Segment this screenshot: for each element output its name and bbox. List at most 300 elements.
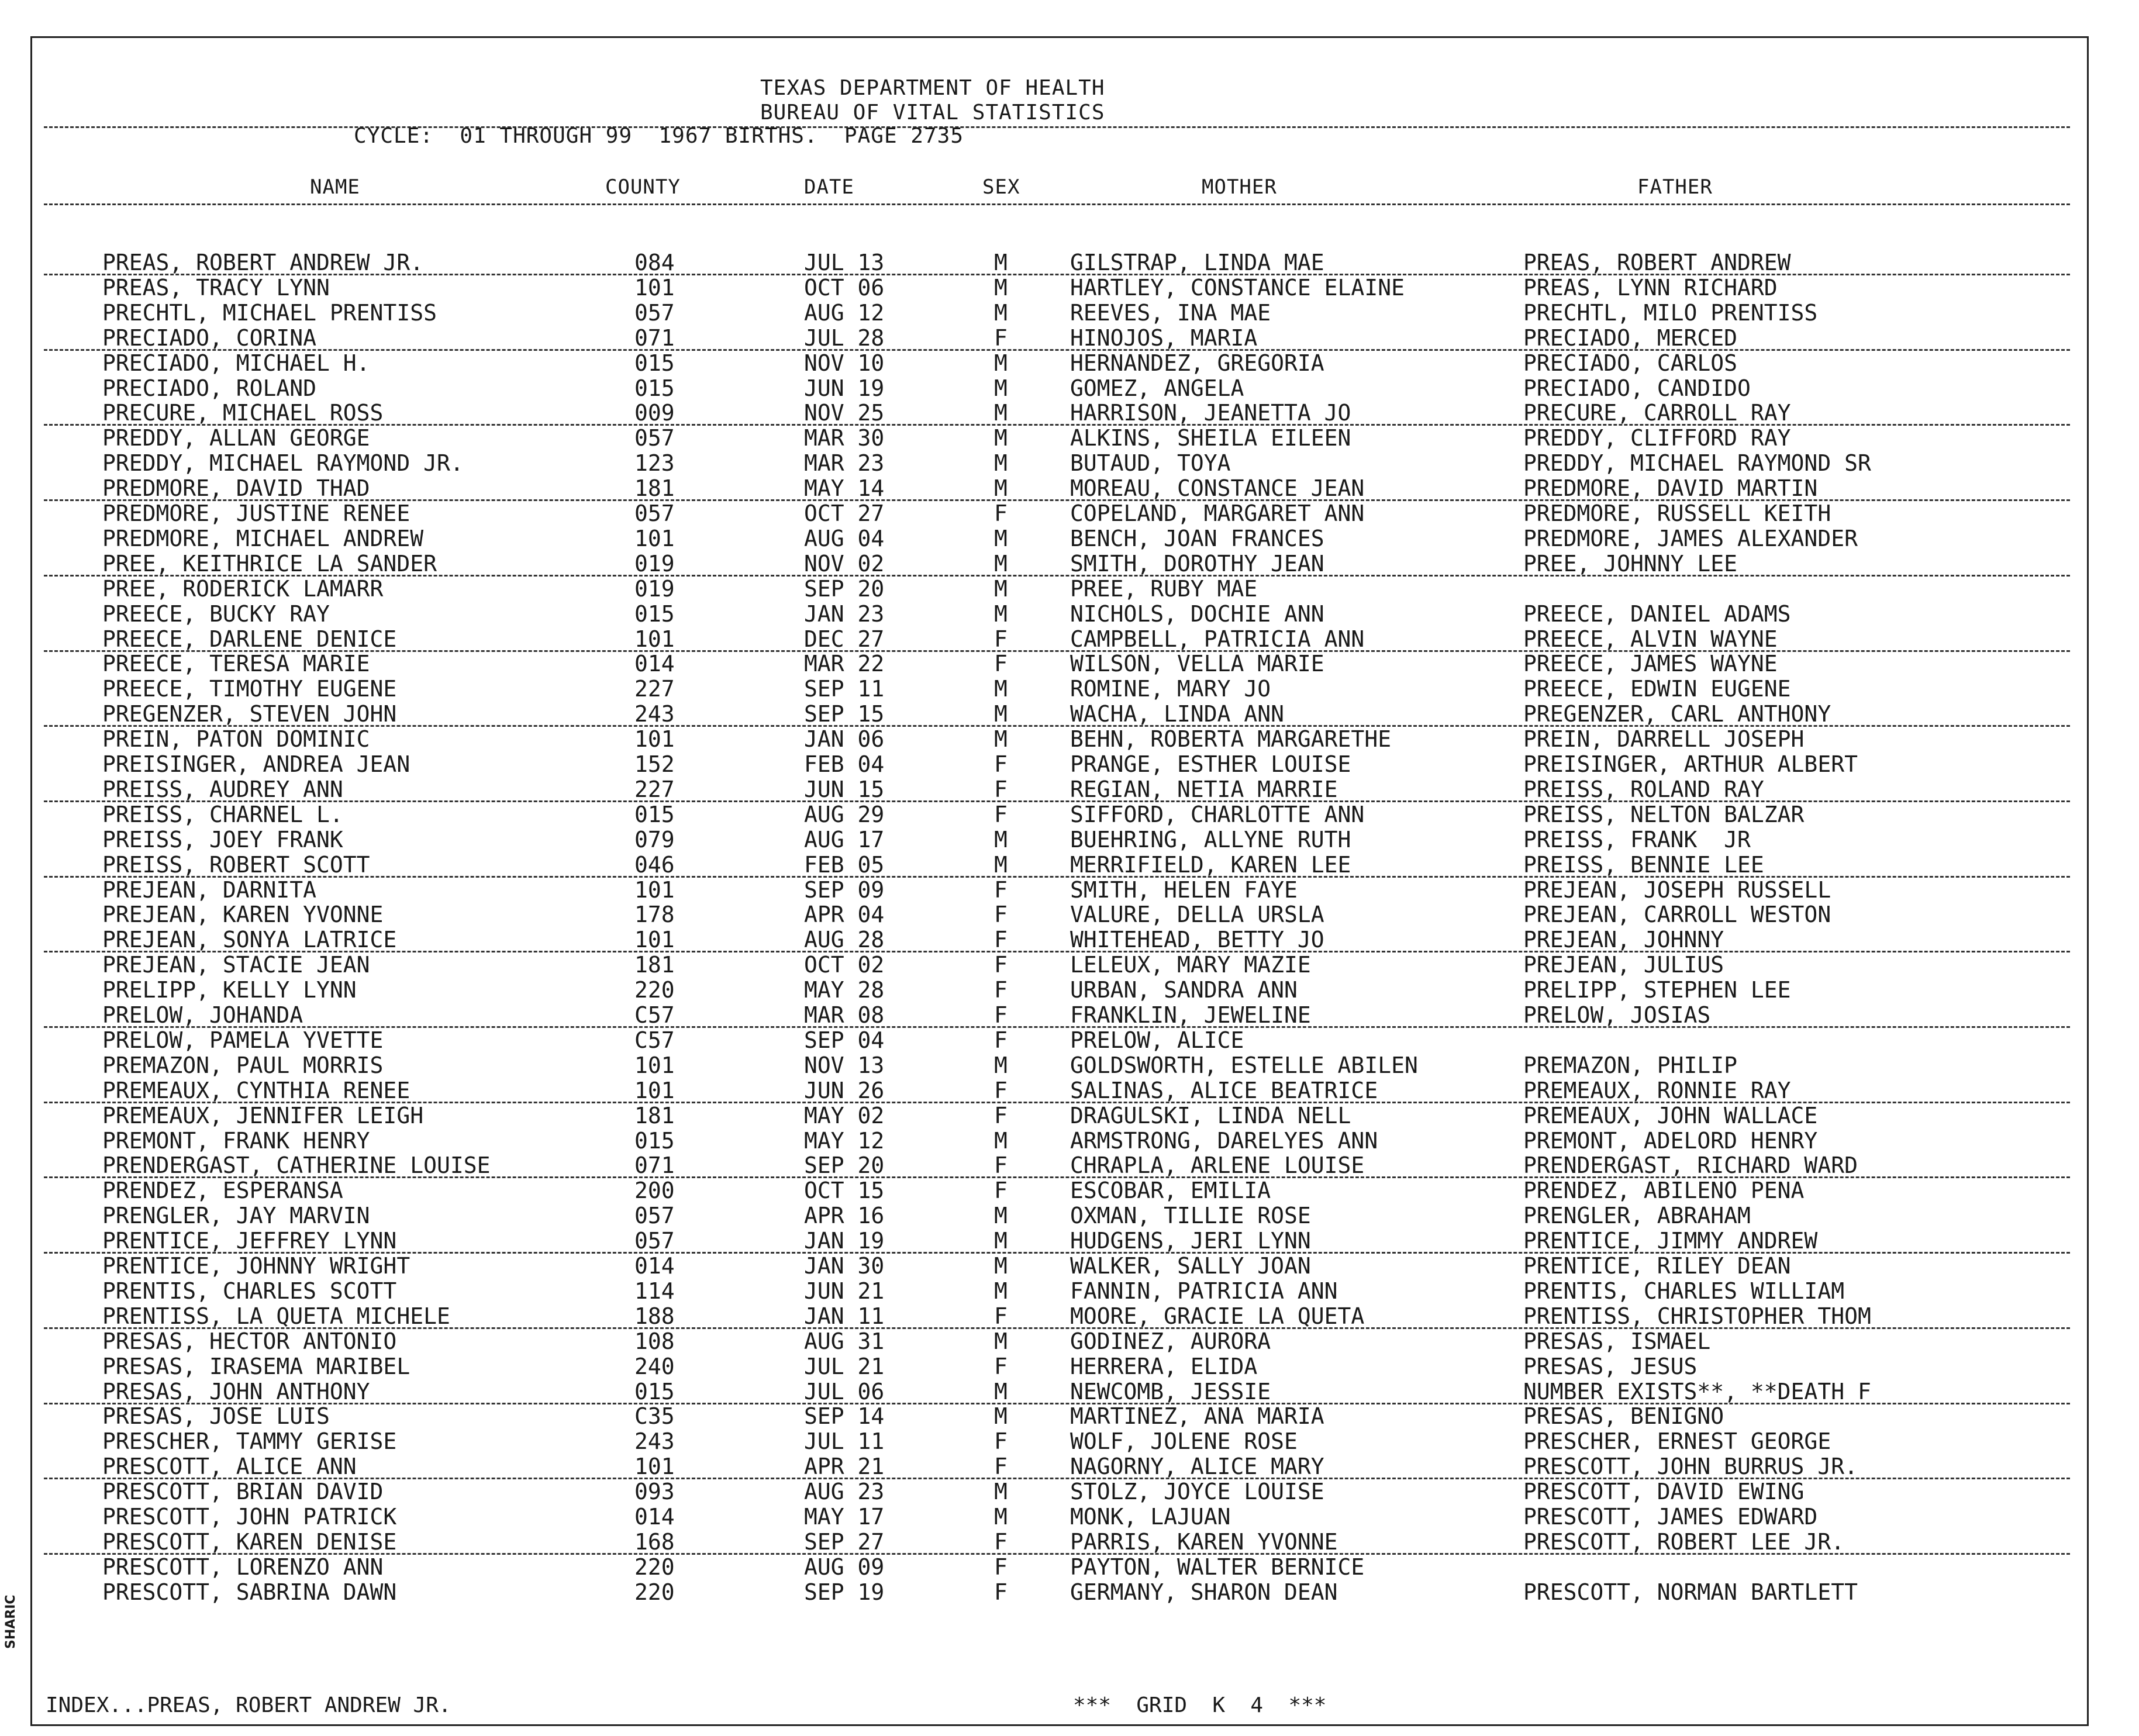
cell-county: 101 [634,726,675,753]
cell-sex: M [994,1052,1008,1078]
cell-name: PREISS, ROBERT SCOTT [102,851,370,878]
table-row [0,702,2105,726]
cell-father: PREJEAN, JOHNNY [1523,927,1724,953]
index-line: INDEX...PREAS, ROBERT ANDREW JR. [46,1693,451,1717]
cell-father: PRENDERGAST, RICHARD WARD [1523,1152,1858,1179]
cell-mother: ESCOBAR, EMILIA [1070,1178,1271,1204]
cell-mother: NAGORNY, ALICE MARY [1070,1454,1324,1480]
header-rule [44,126,2070,128]
table-row [0,752,2105,776]
cell-sex: M [994,1479,1008,1505]
cell-name: PRESCOTT, BRIAN DAVID [102,1479,384,1505]
cell-county: 071 [634,325,675,351]
cell-name: PRECIADO, CORINA [102,325,317,351]
cell-name: PREE, RODERICK LAMARR [102,575,384,602]
cell-mother: BUEHRING, ALLYNE RUTH [1070,826,1351,853]
side-label: SHARIC [4,1595,18,1649]
cell-mother: LELEUX, MARY MAZIE [1070,952,1311,978]
cell-name: PREISS, JOEY FRANK [102,826,343,853]
cell-father: PREISS, FRANK JR [1523,826,1751,853]
cell-county: 220 [634,1554,675,1580]
cell-name: PRESCOTT, ALICE ANN [102,1454,357,1480]
cell-county: 015 [634,801,675,827]
cell-father: PREECE, EDWIN EUGENE [1523,676,1791,702]
cell-date: AUG 31 [804,1328,885,1354]
cell-father: PRESCOTT, JOHN BURRUS JR. [1523,1454,1858,1480]
cell-sex: F [994,927,1008,953]
cell-sex: F [994,1002,1008,1028]
cell-county: 227 [634,676,675,702]
cell-county: 057 [634,1203,675,1229]
cell-county: 243 [634,701,675,727]
table-row [0,1555,2105,1579]
cell-name: PREMEAUX, CYNTHIA RENEE [102,1077,410,1103]
cell-name: PREJEAN, SONYA LATRICE [102,927,397,953]
cell-date: AUG 09 [804,1554,885,1580]
cell-sex: M [994,600,1008,627]
cell-county: 101 [634,1077,675,1103]
cell-county: 014 [634,1253,675,1279]
cell-name: PRENGLER, JAY MARVIN [102,1203,370,1229]
cell-name: PREECE, TIMOTHY EUGENE [102,676,397,702]
cell-county: C57 [634,1002,675,1028]
table-row [0,777,2105,802]
cell-father: PREMAZON, PHILIP [1523,1052,1738,1078]
cell-father: PREISINGER, ARTHUR ALBERT [1523,751,1858,777]
bureau-title: BUREAU OF VITAL STATISTICS [760,101,1105,125]
cell-sex: M [994,676,1008,702]
cell-father: PRESAS, ISMAEL [1523,1328,1711,1354]
cell-mother: PREE, RUBY MAE [1070,575,1258,602]
table-row [0,551,2105,576]
table-row [0,1580,2105,1604]
cell-date: JAN 23 [804,600,885,627]
table-row [0,275,2105,300]
cell-sex: F [994,1428,1008,1455]
cell-county: 084 [634,250,675,275]
cell-date: JUL 11 [804,1428,885,1455]
cell-mother: WALKER, SALLY JOAN [1070,1253,1311,1279]
cell-sex: M [994,1253,1008,1279]
cell-county: 015 [634,1127,675,1154]
cell-county: 046 [634,851,675,878]
cell-sex: M [994,726,1008,753]
cell-father: PREMEAUX, RONNIE RAY [1523,1077,1791,1103]
cell-name: PREECE, BUCKY RAY [102,600,330,627]
cell-name: PREDMORE, MICHAEL ANDREW [102,525,424,551]
cell-sex: M [994,350,1008,376]
cell-name: PRESCHER, TAMMY GERISE [102,1428,397,1455]
cell-sex: M [994,575,1008,602]
cell-sex: M [994,475,1008,502]
cell-mother: MARTINEZ, ANA MARIA [1070,1403,1324,1430]
cell-sex: M [994,701,1008,727]
cell-father: PRESCOTT, DAVID EWING [1523,1479,1805,1505]
cell-name: PREECE, DARLENE DENICE [102,626,397,652]
cell-date: JAN 06 [804,726,885,753]
cell-date: FEB 04 [804,751,885,777]
cell-sex: F [994,1454,1008,1480]
cell-sex: F [994,1178,1008,1204]
cell-mother: FRANKLIN, JEWELINE [1070,1002,1311,1028]
cell-name: PRELOW, JOHANDA [102,1002,303,1028]
cell-name: PREMAZON, PAUL MORRIS [102,1052,384,1078]
cell-name: PREGENZER, STEVEN JOHN [102,701,397,727]
cell-date: OCT 27 [804,501,885,526]
cell-mother: STOLZ, JOYCE LOUISE [1070,1479,1324,1505]
cell-name: PREIN, PATON DOMINIC [102,726,370,753]
cell-date: MAY 02 [804,1102,885,1128]
cell-father: PRENGLER, ABRAHAM [1523,1203,1751,1229]
cell-name: PRESCOTT, KAREN DENISE [102,1528,397,1555]
cell-father: PREMONT, ADELORD HENRY [1523,1127,1818,1154]
cell-mother: HARRISON, JEANETTA JO [1070,400,1351,426]
cell-father: PREISS, NELTON BALZAR [1523,801,1805,827]
cell-father: PREJEAN, JULIUS [1523,952,1724,978]
table-row [0,526,2105,551]
cell-name: PRECIADO, MICHAEL H. [102,350,370,376]
table-row [0,1103,2105,1128]
cell-sex: M [994,1228,1008,1254]
cell-mother: DRAGULSKI, LINDA NELL [1070,1102,1351,1128]
table-row [0,1379,2105,1404]
cell-mother: SMITH, DOROTHY JEAN [1070,550,1324,577]
cell-name: PRENTIS, CHARLES SCOTT [102,1278,397,1304]
cell-county: 101 [634,1052,675,1078]
cell-date: MAR 30 [804,425,885,451]
cell-date: AUG 12 [804,299,885,326]
cell-date: MAY 17 [804,1504,885,1530]
cell-county: 101 [634,274,675,301]
cell-date: MAR 22 [804,651,885,677]
table-row [0,627,2105,651]
cell-father: PRESAS, JESUS [1523,1353,1698,1379]
table-row [0,978,2105,1002]
cell-county: 188 [634,1303,675,1329]
cell-name: PREMONT, FRANK HENRY [102,1127,370,1154]
cell-mother: MONK, LAJUAN [1070,1504,1231,1530]
cell-mother: MOORE, GRACIE LA QUETA [1070,1303,1365,1329]
cell-sex: F [994,1027,1008,1053]
table-row [0,727,2105,751]
cell-mother: NICHOLS, DOCHIE ANN [1070,600,1324,627]
cell-sex: M [994,250,1008,275]
cell-mother: HINOJOS, MARIA [1070,325,1258,351]
cell-sex: F [994,776,1008,802]
cell-mother: BENCH, JOAN FRANCES [1070,525,1324,551]
cell-sex: F [994,626,1008,652]
table-row [0,1304,2105,1328]
table-row [0,878,2105,902]
cell-father: PREAS, ROBERT ANDREW [1523,250,1791,275]
cell-sex: F [994,1077,1008,1103]
cell-mother: GILSTRAP, LINDA MAE [1070,250,1324,275]
cell-sex: F [994,952,1008,978]
table-row [0,1028,2105,1052]
cell-mother: ROMINE, MARY JO [1070,676,1271,702]
cell-county: 019 [634,550,675,577]
cell-father: PRESAS, BENIGNO [1523,1403,1724,1430]
table-row [0,501,2105,526]
cell-name: PREDDY, MICHAEL RAYMOND JR. [102,450,464,477]
cell-father: PRECIADO, MERCED [1523,325,1738,351]
cell-date: SEP 20 [804,1152,885,1179]
cell-father: PRECIADO, CARLOS [1523,350,1738,376]
table-row [0,1178,2105,1203]
cell-county: C57 [634,1027,675,1053]
table-row [0,602,2105,626]
table-row [0,1279,2105,1303]
cell-father: PREECE, ALVIN WAYNE [1523,626,1778,652]
cell-date: NOV 25 [804,400,885,426]
table-row [0,902,2105,927]
cell-name: PRESCOTT, JOHN PATRICK [102,1504,397,1530]
cell-county: C35 [634,1403,675,1430]
cell-sex: M [994,851,1008,878]
table-row [0,250,2105,275]
cell-date: SEP 19 [804,1579,885,1605]
cell-mother: HUDGENS, JERI LYNN [1070,1228,1311,1254]
cell-date: SEP 11 [804,676,885,702]
table-row [0,1329,2105,1354]
cell-father: PREIN, DARRELL JOSEPH [1523,726,1805,753]
cell-mother: CAMPBELL, PATRICIA ANN [1070,626,1365,652]
cell-father: PREISS, ROLAND RAY [1523,776,1764,802]
cell-date: MAR 23 [804,450,885,477]
cell-name: PRESCOTT, SABRINA DAWN [102,1579,397,1605]
cell-sex: F [994,876,1008,903]
cell-sex: M [994,274,1008,301]
cell-date: JUN 21 [804,1278,885,1304]
table-row [0,1404,2105,1428]
cell-father: NUMBER EXISTS**, **DEATH F [1523,1378,1871,1404]
table-row [0,1003,2105,1027]
cell-sex: M [994,1203,1008,1229]
cell-father: PREJEAN, CARROLL WESTON [1523,902,1831,928]
cell-county: 014 [634,1504,675,1530]
cell-mother: PARRIS, KAREN YVONNE [1070,1528,1338,1555]
cell-sex: M [994,1328,1008,1354]
table-row [0,476,2105,501]
cycle-line: CYCLE: 01 THROUGH 99 1967 BIRTHS. PAGE 2735 [354,124,964,148]
cell-sex: F [994,977,1008,1003]
cell-name: PREECE, TERESA MARIE [102,651,370,677]
cell-county: 101 [634,927,675,953]
cell-mother: ARMSTRONG, DARELYES ANN [1070,1127,1378,1154]
cell-county: 181 [634,1102,675,1128]
cell-name: PREE, KEITHRICE LA SANDER [102,550,437,577]
table-row [0,351,2105,375]
cell-date: OCT 15 [804,1178,885,1204]
cell-sex: M [994,1278,1008,1304]
cell-county: 227 [634,776,675,802]
table-row [0,1504,2105,1529]
cell-county: 168 [634,1528,675,1555]
cell-father: PRENTIS, CHARLES WILLIAM [1523,1278,1845,1304]
cell-name: PRECURE, MICHAEL ROSS [102,400,384,426]
col-name: NAME [310,175,360,199]
cell-father: PRECHTL, MILO PRENTISS [1523,299,1818,326]
cell-county: 093 [634,1479,675,1505]
cell-father: PRELIPP, STEPHEN LEE [1523,977,1791,1003]
cell-date: NOV 02 [804,550,885,577]
cell-date: APR 04 [804,902,885,928]
cell-county: 101 [634,1454,675,1480]
cell-date: SEP 09 [804,876,885,903]
cell-sex: M [994,1403,1008,1430]
cell-date: JUN 26 [804,1077,885,1103]
cell-mother: BEHN, ROBERTA MARGARETHE [1070,726,1392,753]
cell-date: JUN 19 [804,375,885,401]
cell-sex: F [994,1303,1008,1329]
cell-mother: ALKINS, SHEILA EILEEN [1070,425,1351,451]
table-row [0,677,2105,701]
cell-mother: SALINAS, ALICE BEATRICE [1070,1077,1378,1103]
cell-father: PREDDY, MICHAEL RAYMOND SR [1523,450,1871,477]
cell-father: PREECE, DANIEL ADAMS [1523,600,1791,627]
cell-name: PRENDERGAST, CATHERINE LOUISE [102,1152,491,1179]
table-row [0,401,2105,425]
cell-mother: REEVES, INA MAE [1070,299,1271,326]
cell-sex: F [994,501,1008,526]
cell-county: 009 [634,400,675,426]
cell-name: PREISS, CHARNEL L. [102,801,343,827]
cell-name: PREJEAN, DARNITA [102,876,317,903]
cell-date: MAY 14 [804,475,885,502]
cell-sex: M [994,299,1008,326]
cell-county: 181 [634,475,675,502]
cell-county: 243 [634,1428,675,1455]
table-row [0,451,2105,475]
cell-sex: M [994,1504,1008,1530]
cell-name: PREDMORE, JUSTINE RENEE [102,501,410,526]
cell-date: JUL 28 [804,325,885,351]
table-row [0,1228,2105,1253]
cell-father: PRELOW, JOSIAS [1523,1002,1711,1028]
cell-mother: COPELAND, MARGARET ANN [1070,501,1365,526]
cell-county: 101 [634,525,675,551]
cell-mother: PRANGE, ESTHER LOUISE [1070,751,1351,777]
cell-county: 057 [634,1228,675,1254]
cell-date: SEP 04 [804,1027,885,1053]
cell-date: SEP 15 [804,701,885,727]
table-row [0,426,2105,450]
table-row [0,1254,2105,1278]
cell-date: NOV 13 [804,1052,885,1078]
column-rule [44,203,2070,205]
cell-mother: OXMAN, TILLIE ROSE [1070,1203,1311,1229]
cell-county: 101 [634,626,675,652]
cell-name: PREAS, TRACY LYNN [102,274,330,301]
cell-mother: SIFFORD, CHARLOTTE ANN [1070,801,1365,827]
cell-father: PRENTICE, RILEY DEAN [1523,1253,1791,1279]
col-sex: SEX [982,175,1020,199]
cell-date: MAR 08 [804,1002,885,1028]
table-row [0,301,2105,325]
cell-father: PREJEAN, JOSEPH RUSSELL [1523,876,1831,903]
cell-name: PRESAS, HECTOR ANTONIO [102,1328,397,1354]
cell-county: 108 [634,1328,675,1354]
cell-name: PREJEAN, STACIE JEAN [102,952,370,978]
cell-mother: REGIAN, NETIA MARRIE [1070,776,1338,802]
cell-date: JUL 21 [804,1353,885,1379]
cell-mother: URBAN, SANDRA ANN [1070,977,1298,1003]
cell-name: PRENTICE, JEFFREY LYNN [102,1228,397,1254]
cell-mother: GOLDSWORTH, ESTELLE ABILEN [1070,1052,1418,1078]
cell-name: PRENTISS, LA QUETA MICHELE [102,1303,450,1329]
cell-county: 057 [634,501,675,526]
cell-sex: F [994,651,1008,677]
cell-county: 220 [634,977,675,1003]
cell-mother: MOREAU, CONSTANCE JEAN [1070,475,1365,502]
cell-name: PREDDY, ALLAN GEORGE [102,425,370,451]
cell-mother: MERRIFIELD, KAREN LEE [1070,851,1351,878]
cell-county: 015 [634,350,675,376]
cell-sex: F [994,1353,1008,1379]
col-county: COUNTY [605,175,681,199]
cell-father: PREECE, JAMES WAYNE [1523,651,1778,677]
table-row [0,802,2105,827]
cell-mother: SMITH, HELEN FAYE [1070,876,1298,903]
cell-father: PREDMORE, RUSSELL KEITH [1523,501,1831,526]
cell-father: PREE, JOHNNY LEE [1523,550,1738,577]
cell-name: PRESAS, JOSE LUIS [102,1403,330,1430]
cell-mother: WACHA, LINDA ANN [1070,701,1285,727]
cell-name: PRELIPP, KELLY LYNN [102,977,357,1003]
cell-mother: GODINEZ, AURORA [1070,1328,1271,1354]
cell-sex: F [994,1579,1008,1605]
cell-date: AUG 04 [804,525,885,551]
cell-county: 240 [634,1353,675,1379]
cell-mother: WHITEHEAD, BETTY JO [1070,927,1324,953]
cell-father: PREDMORE, DAVID MARTIN [1523,475,1818,502]
cell-county: 200 [634,1178,675,1204]
cell-name: PRECHTL, MICHAEL PRENTISS [102,299,437,326]
cell-county: 015 [634,1378,675,1404]
cell-sex: F [994,325,1008,351]
cell-county: 220 [634,1579,675,1605]
cell-name: PRESAS, IRASEMA MARIBEL [102,1353,410,1379]
cell-date: JAN 19 [804,1228,885,1254]
cell-mother: NEWCOMB, JESSIE [1070,1378,1271,1404]
cell-name: PREISINGER, ANDREA JEAN [102,751,410,777]
cell-name: PRELOW, PAMELA YVETTE [102,1027,384,1053]
cell-sex: M [994,550,1008,577]
cell-father: PREAS, LYNN RICHARD [1523,274,1778,301]
cell-name: PREDMORE, DAVID THAD [102,475,370,502]
cell-mother: HARTLEY, CONSTANCE ELAINE [1070,274,1405,301]
table-row [0,1429,2105,1454]
dept-title: TEXAS DEPARTMENT OF HEALTH [760,76,1105,100]
cell-date: SEP 14 [804,1403,885,1430]
cell-father: PREISS, BENNIE LEE [1523,851,1764,878]
cell-sex: F [994,902,1008,928]
cell-date: SEP 20 [804,575,885,602]
cell-name: PREAS, ROBERT ANDREW JR. [102,250,424,275]
cell-sex: F [994,1152,1008,1179]
table-row [0,1454,2105,1479]
cell-date: OCT 06 [804,274,885,301]
cell-mother: FANNIN, PATRICIA ANN [1070,1278,1338,1304]
cell-mother: PAYTON, WALTER BERNICE [1070,1554,1365,1580]
cell-sex: F [994,801,1008,827]
cell-sex: M [994,1378,1008,1404]
cell-mother: WILSON, VELLA MARIE [1070,651,1324,677]
table-row [0,577,2105,601]
cell-father: PRESCOTT, JAMES EDWARD [1523,1504,1818,1530]
cell-sex: F [994,1554,1008,1580]
cell-date: JUN 15 [804,776,885,802]
